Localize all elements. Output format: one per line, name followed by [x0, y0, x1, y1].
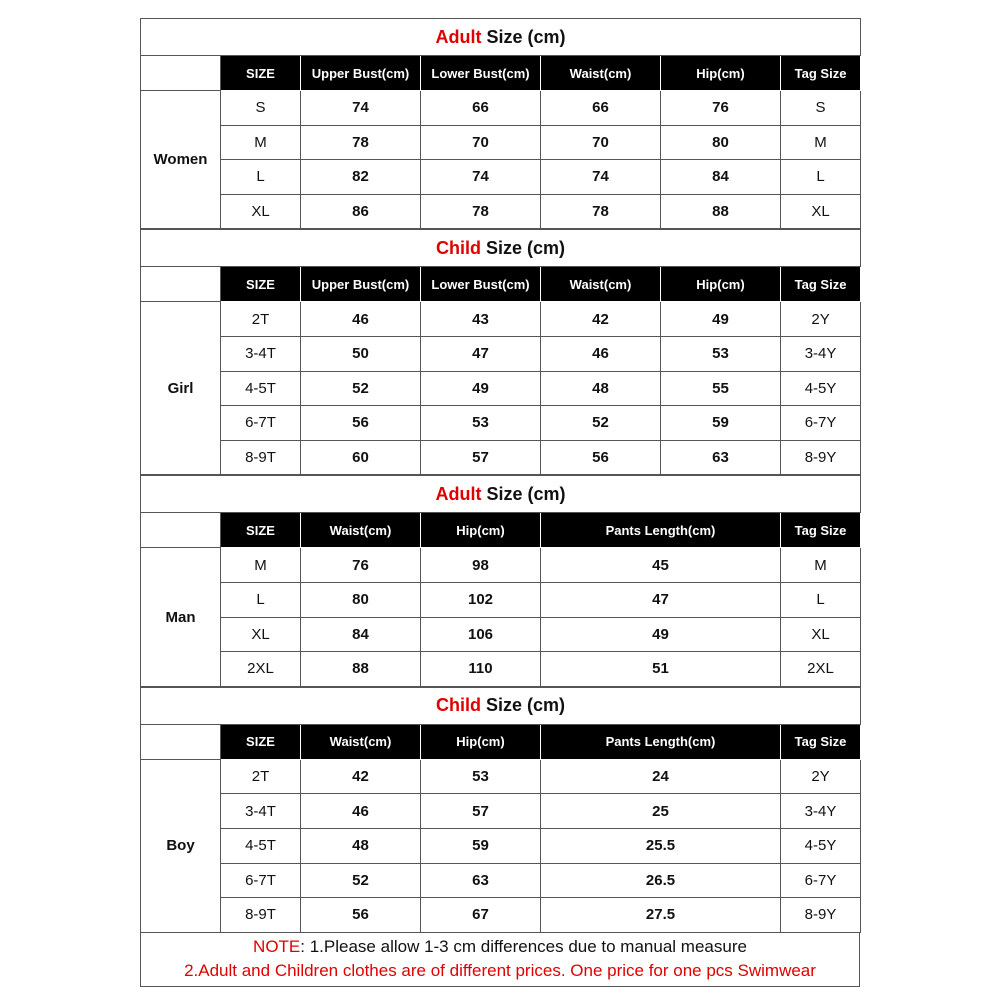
table-row [141, 548, 861, 583]
group-label: Girl [141, 302, 221, 475]
note-line-2: 2.Adult and Children clothes are of different prices. One price for one pcs Swimwear [184, 960, 816, 980]
measure-cell: 67 [421, 898, 541, 933]
column-header: Waist(cm) [541, 56, 661, 91]
measure-cell: 66 [421, 91, 541, 126]
measure-cell: 52 [301, 371, 421, 406]
size-cell: 6-7T [221, 406, 301, 441]
tag-size-cell: 4-5Y [781, 371, 861, 406]
group-label: Man [141, 548, 221, 686]
size-table-boy [140, 687, 861, 933]
column-header: Waist(cm) [541, 267, 661, 302]
measure-cell: 46 [301, 302, 421, 337]
size-cell: S [221, 91, 301, 126]
tag-size-cell: XL [781, 617, 861, 652]
measure-cell: 78 [421, 194, 541, 229]
group-label: Women [141, 91, 221, 229]
tag-size-cell: 6-7Y [781, 406, 861, 441]
measure-cell: 76 [661, 91, 781, 126]
tag-size-cell: M [781, 125, 861, 160]
tag-size-cell: L [781, 160, 861, 195]
size-cell: 2T [221, 302, 301, 337]
column-header: SIZE [221, 513, 301, 548]
header-blank [141, 56, 221, 91]
column-header: Lower Bust(cm) [421, 267, 541, 302]
group-label: Boy [141, 759, 221, 932]
column-header: Hip(cm) [421, 513, 541, 548]
column-header: Lower Bust(cm) [421, 56, 541, 91]
measure-cell: 60 [301, 440, 421, 475]
measure-cell: 46 [301, 794, 421, 829]
measure-cell: 56 [301, 898, 421, 933]
column-header: Waist(cm) [301, 513, 421, 548]
table-row [141, 302, 861, 337]
size-cell: M [221, 125, 301, 160]
table-row [141, 440, 861, 475]
column-header: Hip(cm) [421, 724, 541, 759]
table-title-accent: Child [435, 695, 481, 716]
measure-cell: 86 [301, 194, 421, 229]
size-cell: 2T [221, 759, 301, 794]
size-cell: 8-9T [221, 898, 301, 933]
column-header: Hip(cm) [661, 56, 781, 91]
size-cell: 3-4T [221, 794, 301, 829]
column-header: Pants Length(cm) [541, 513, 781, 548]
size-cell: L [221, 160, 301, 195]
table-title [141, 230, 861, 267]
measure-cell: 59 [421, 828, 541, 863]
tag-size-cell: 2Y [781, 302, 861, 337]
measure-cell: 47 [421, 336, 541, 371]
table-title-accent: Adult [435, 483, 482, 504]
measure-cell: 56 [301, 406, 421, 441]
measure-cell: 82 [301, 160, 421, 195]
measure-cell: 55 [661, 371, 781, 406]
tag-size-cell: S [781, 91, 861, 126]
note-text-1: : 1.Please allow 1-3 cm differences due to manual measure [300, 936, 747, 956]
measure-cell: 59 [661, 406, 781, 441]
note-line-1 [141, 935, 859, 959]
column-header: Tag Size [781, 513, 861, 548]
measure-cell: 74 [541, 160, 661, 195]
measure-cell: 53 [421, 759, 541, 794]
tag-size-cell: 8-9Y [781, 440, 861, 475]
tag-size-cell: L [781, 582, 861, 617]
table-row [141, 336, 861, 371]
tag-size-cell: 2Y [781, 759, 861, 794]
table-title [141, 687, 861, 724]
measure-cell: 25 [541, 794, 781, 829]
measure-cell: 53 [421, 406, 541, 441]
table-title-rest: Size (cm) [481, 26, 566, 47]
note-box [140, 933, 860, 987]
table-row [141, 828, 861, 863]
note-prefix: NOTE [253, 936, 301, 956]
column-header: Pants Length(cm) [541, 724, 781, 759]
measure-cell: 46 [541, 336, 661, 371]
table-title [141, 19, 861, 56]
size-cell: L [221, 582, 301, 617]
size-table-women [140, 18, 861, 229]
measure-cell: 52 [541, 406, 661, 441]
measure-cell: 48 [301, 828, 421, 863]
size-cell: XL [221, 194, 301, 229]
size-chart [140, 18, 860, 987]
table-row [141, 582, 861, 617]
measure-cell: 42 [301, 759, 421, 794]
measure-cell: 50 [301, 336, 421, 371]
size-cell: 6-7T [221, 863, 301, 898]
table-row [141, 91, 861, 126]
size-table-girl [140, 229, 861, 475]
table-row [141, 794, 861, 829]
header-blank [141, 267, 221, 302]
measure-cell: 74 [301, 91, 421, 126]
table-row [141, 160, 861, 195]
column-header: Upper Bust(cm) [301, 267, 421, 302]
measure-cell: 110 [421, 652, 541, 687]
measure-cell: 70 [541, 125, 661, 160]
measure-cell: 27.5 [541, 898, 781, 933]
size-cell: 2XL [221, 652, 301, 687]
measure-cell: 80 [301, 582, 421, 617]
measure-cell: 48 [541, 371, 661, 406]
table-title-rest: Size (cm) [481, 483, 566, 504]
column-header: Tag Size [781, 267, 861, 302]
tag-size-cell: M [781, 548, 861, 583]
size-cell: 3-4T [221, 336, 301, 371]
size-tables [140, 18, 860, 933]
measure-cell: 45 [541, 548, 781, 583]
table-row [141, 125, 861, 160]
table-row [141, 406, 861, 441]
measure-cell: 63 [661, 440, 781, 475]
column-header: Tag Size [781, 724, 861, 759]
measure-cell: 26.5 [541, 863, 781, 898]
size-cell: XL [221, 617, 301, 652]
measure-cell: 42 [541, 302, 661, 337]
column-header: Upper Bust(cm) [301, 56, 421, 91]
table-title-rest: Size (cm) [480, 695, 566, 716]
column-header: Hip(cm) [661, 267, 781, 302]
table-row [141, 194, 861, 229]
header-blank [141, 513, 221, 548]
measure-cell: 53 [661, 336, 781, 371]
tag-size-cell: 6-7Y [781, 863, 861, 898]
table-row [141, 898, 861, 933]
header-blank [141, 724, 221, 759]
column-header: Tag Size [781, 56, 861, 91]
measure-cell: 88 [661, 194, 781, 229]
measure-cell: 102 [421, 582, 541, 617]
measure-cell: 76 [301, 548, 421, 583]
table-row [141, 652, 861, 687]
measure-cell: 88 [301, 652, 421, 687]
measure-cell: 57 [421, 794, 541, 829]
table-title-accent: Adult [435, 26, 482, 47]
size-cell: M [221, 548, 301, 583]
measure-cell: 84 [661, 160, 781, 195]
tag-size-cell: 3-4Y [781, 336, 861, 371]
measure-cell: 84 [301, 617, 421, 652]
table-title-rest: Size (cm) [481, 237, 566, 258]
tag-size-cell: XL [781, 194, 861, 229]
measure-cell: 78 [301, 125, 421, 160]
table-row [141, 863, 861, 898]
measure-cell: 52 [301, 863, 421, 898]
measure-cell: 47 [541, 582, 781, 617]
table-title-accent: Child [436, 237, 482, 258]
measure-cell: 66 [541, 91, 661, 126]
measure-cell: 49 [661, 302, 781, 337]
tag-size-cell: 2XL [781, 652, 861, 687]
size-cell: 4-5T [221, 371, 301, 406]
measure-cell: 106 [421, 617, 541, 652]
table-row [141, 617, 861, 652]
column-header: SIZE [221, 267, 301, 302]
measure-cell: 24 [541, 759, 781, 794]
tag-size-cell: 8-9Y [781, 898, 861, 933]
measure-cell: 57 [421, 440, 541, 475]
measure-cell: 56 [541, 440, 661, 475]
measure-cell: 25.5 [541, 828, 781, 863]
table-row [141, 759, 861, 794]
measure-cell: 49 [541, 617, 781, 652]
measure-cell: 63 [421, 863, 541, 898]
column-header: SIZE [221, 724, 301, 759]
size-cell: 8-9T [221, 440, 301, 475]
measure-cell: 98 [421, 548, 541, 583]
measure-cell: 70 [421, 125, 541, 160]
tag-size-cell: 3-4Y [781, 794, 861, 829]
measure-cell: 74 [421, 160, 541, 195]
table-title [141, 476, 861, 513]
tag-size-cell: 4-5Y [781, 828, 861, 863]
measure-cell: 78 [541, 194, 661, 229]
column-header: SIZE [221, 56, 301, 91]
column-header: Waist(cm) [301, 724, 421, 759]
measure-cell: 51 [541, 652, 781, 687]
size-cell: 4-5T [221, 828, 301, 863]
measure-cell: 80 [661, 125, 781, 160]
size-table-man [140, 475, 861, 686]
table-row [141, 371, 861, 406]
measure-cell: 49 [421, 371, 541, 406]
measure-cell: 43 [421, 302, 541, 337]
